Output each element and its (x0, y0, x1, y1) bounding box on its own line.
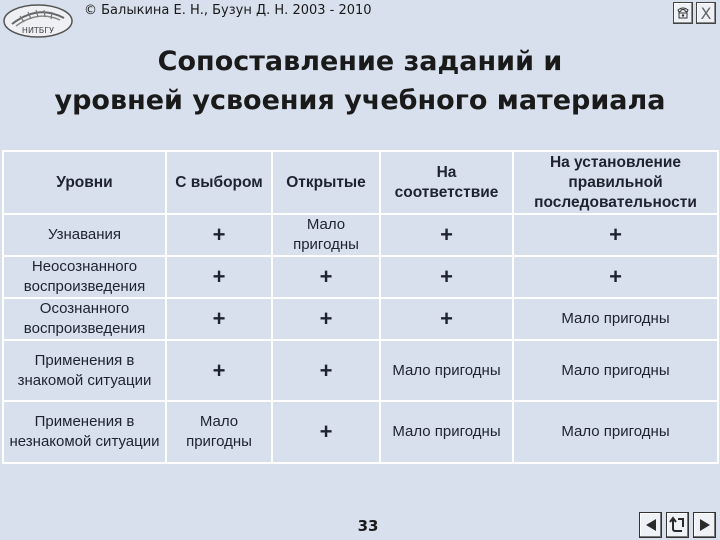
header-cell: С выбором (166, 151, 272, 214)
table-cell: Мало пригодны (513, 401, 718, 463)
home-return-icon[interactable] (666, 512, 689, 538)
comparison-table-wrap (2, 150, 717, 464)
page-number: 33 (357, 517, 379, 535)
table-cell: + (513, 214, 718, 256)
level-cell: Осознанного воспроизведения (3, 298, 166, 340)
table-row (3, 214, 718, 256)
level-cell: Применения в знакомой ситуации (3, 340, 166, 401)
table-cell: Мало пригодны (272, 214, 380, 256)
comparison-table (2, 150, 719, 464)
table-cell: + (272, 256, 380, 298)
table-row (3, 256, 718, 298)
table-row (3, 298, 718, 340)
table-cell: Мало пригодны (380, 340, 513, 401)
table-cell: + (272, 401, 380, 463)
table-cell: + (380, 256, 513, 298)
table-cell: + (272, 298, 380, 340)
table-cell: + (166, 340, 272, 401)
logo (2, 2, 74, 40)
phone-icon[interactable] (673, 2, 693, 24)
table-cell: + (166, 214, 272, 256)
table-cell: + (272, 340, 380, 401)
table-cell: + (380, 298, 513, 340)
table-cell: Мало пригодны (513, 298, 718, 340)
back-arrow-icon[interactable] (639, 512, 662, 538)
table-cell: + (166, 298, 272, 340)
close-button[interactable]: Х (696, 2, 716, 24)
header-cell: На установление правильной последовательности (513, 151, 718, 214)
table-cell: Мало пригодны (166, 401, 272, 463)
table-cell: + (166, 256, 272, 298)
table-cell: Мало пригодны (380, 401, 513, 463)
level-cell: Применения в незнакомой ситуации (3, 401, 166, 463)
logo-text: НИТБГУ (21, 26, 55, 35)
corner-controls (673, 2, 716, 24)
table-cell: + (380, 214, 513, 256)
title-line-1: Сопоставление заданий и (157, 46, 563, 77)
table-row (3, 401, 718, 463)
table-cell: Мало пригодны (513, 340, 718, 401)
level-cell: Неосознанного воспроизведения (3, 256, 166, 298)
level-cell: Узнавания (3, 214, 166, 256)
table-header-row (3, 151, 718, 214)
table-cell: + (513, 256, 718, 298)
page-title (0, 42, 720, 120)
header-cell: Открытые (272, 151, 380, 214)
header-cell: Уровни (3, 151, 166, 214)
slide-navigation (639, 512, 716, 538)
copyright-text: © Балыкина Е. Н., Бузун Д. Н. 2003 - 2010 (84, 3, 372, 18)
header-cell: На соответствие (380, 151, 513, 214)
table-row (3, 340, 718, 401)
forward-arrow-icon[interactable] (693, 512, 716, 538)
title-line-2: уровней усвоения учебного материала (54, 85, 666, 116)
